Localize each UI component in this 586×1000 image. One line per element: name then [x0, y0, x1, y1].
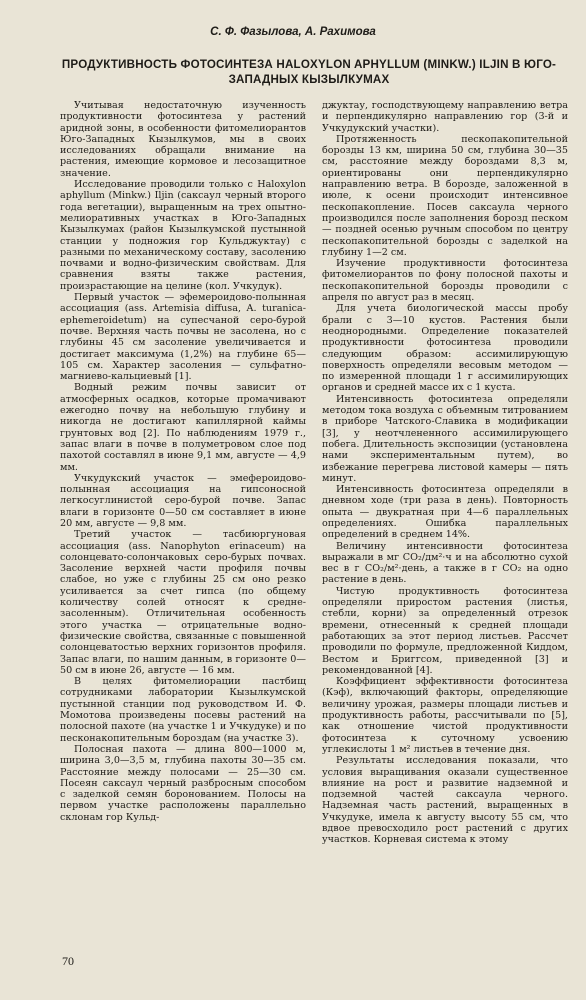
paragraph: джуктау, господствующему направлению ветра и перпендикулярно направлению гор (3-й и Учкудукский участки).	[322, 100, 568, 134]
paragraph: Водный режим почвы зависит от атмосферных осадков, которые промачивают ежегодно почву на небольшую глубину и никогда не достигают капиллярной каймы грунтовых вод [2]. По наблюдениям 1979 г., запас влаги в почве в полуметровом слое под пахотой составлял в июне 9,1 мм, августе — 4,9 мм.	[60, 382, 306, 473]
paragraph: Величину интенсивности фотосинтеза выражали в мг CO₂/дм²·ч и на абсолютно сухой вес в г CO₂/м²·день, а также в г CO₂ на одно растение в день.	[322, 540, 568, 586]
paragraph: В целях фитомелиорации пастбищ сотрудниками лаборатории Кызылкумской пустынной станции под руководством И. Ф. Момотова произведены посевы растений на полосной пахоте (на участке 1 и Учкудуке) и по песконакопительным бороздам (на участке 3).	[60, 676, 306, 744]
paragraph: Учитывая недостаточную изученность продуктивности фотосинтеза у растений аридной зоны, в особенности фитомелиорантов Юго-Западных Кызылкумов, мы в своих исследованиях обращали внимание на растения, имеющие кормовое и лесозащитное значение.	[60, 100, 306, 179]
paragraph: Результаты исследования показали, что условия выращивания оказали существенное влияние на рост и развитие надземной и подземной частей саксаула черного. Надземная часть растений, выращенных в Учкудуке, имела к августу высоту 55 см, что вдвое превосходило рост растений с других участков. Корневая система к этому	[322, 755, 568, 846]
paragraph: Чистую продуктивность фотосинтеза определяли приростом растения (листья, стебли, корни) за определенный отрезок времени, отнесенный к средней площади работающих за этот период листьев. Рассчет проводили по формуле, предложенной Киддом, Вестом и Бриггсом, приведенной [3] и рекомендованной [4].	[322, 585, 568, 676]
paragraph: Интенсивность фотосинтеза определяли методом тока воздуха с объемным титрованием в приборе Чатского-Славика в модификации [3], у неотчлененного ассимилирующего побега. Длительность экспозиции (установлена нами экспериментальным путем), во избежание перегрева листовой камеры — пять минут.	[322, 393, 568, 484]
paragraph: Протяженность пескопакопительной борозды 13 км, ширина 50 см, глубина 30—35 см, расстояние между бороздами 8,3 м, ориентированы они перпендикулярно направлению ветра. В борозде, заложенной в июле, к осени происходит интенсивное пескопакопление. Посев саксаула черного производился после заполнения борозд песком — поздней осенью ручным способом по центру пескопакопительной борозды с заделкой на глубину 1—2 см.	[322, 133, 568, 258]
left-column	[60, 100, 306, 978]
paragraph: Изучение продуктивности фотосинтеза фитомелиорантов по фону полосной пахоты и пескопакопительной борозды проводили с апреля по август раз в месяц.	[322, 258, 568, 304]
paragraph: Третий участок — тасбиюргуновая ассоциация (ass. Nanophyton erinaceum) на солонцевато-солончаковых серо-бурых почвах. Засоление верхней части профиля почвы слабое, но уже с глубины 25 см оно резко усиливается за счет гипса (по общему количеству солей относят к средне-засоленным). Отличительная особенность этого участка — отрицательные водно-физические свойства, связанные с повышенной солонцеватостью верхних горизонтов профиля. Запас влаги, по нашим данным, в горизонте 0—50 см в июне 26, августе — 16 мм.	[60, 529, 306, 676]
paragraph: Учкудукский участок — эмефероидово-полынная ассоциация на гипсоносной легкосуглинистой серо-бурой почве. Запас влаги в горизонте 0—50 см составляет в июне 20 мм, августе — 9,8 мм.	[60, 472, 306, 529]
page-number: 70	[62, 954, 74, 968]
article-title: ПРОДУКТИВНОСТЬ ФОТОСИНТЕЗА HALOXYLON APHYLLUM (MINKW.) ILJIN В ЮГО-ЗАПАДНЫХ КЫЗЫЛКУМАХ	[61, 58, 557, 86]
paragraph: Для учета биологической массы пробу брали с 3—10 кустов. Растения были неоднородными. Определение показателей продуктивности фотосинтеза проводили следующим образом: ассимилирующую поверхность определяли весовым методом — по измеренной площади 1 г ассимилирующих органов и средней массе их с 1 куста.	[322, 303, 568, 394]
paragraph: Коэффициент эффективности фотосинтеза (Кэф), включающий факторы, определяющие величину урожая, размеры площади листьев и продуктивность работы, рассчитывали по [5], как отношение чистой продуктивности фотосинтеза к суточному усвоению углекислоты 1 м² листьев в течение дня.	[322, 676, 568, 755]
paragraph: Первый участок — эфемероидово-полынная ассоциация (ass. Artemisia diffusa, A. turanica-ephemeroidetum) на супесчаной серо-бурой почве. Верхняя часть почвы не засолена, но с глубины 45 см засоление увеличивается и достигает максимума (1,2%) на глубине 65—105 см. Характер засоления — сульфатно-магниево-кальциевый [1].	[60, 292, 306, 383]
paragraph: Исследование проводили только с Haloxylon aphyllum (Minkw.) Iljin (саксаул черный второго года вегетации), выращенным на трех опытно-мелиоративных участках в Юго-Западных Кызылкумах (район Кызылкумской пустынной станции у подножия гор Кульджуктау) с разными по механическому составу, засолению почвами и водно-физическим свойствам. Для сравнения взяты также растения, произрастающие на целине (кол. Учкудук).	[60, 179, 306, 292]
article-body	[60, 100, 568, 978]
paragraph: Полосная пахота — длина 800—1000 м, ширина 3,0—3,5 м, глубина пахоты 30—35 см. Расстояние между полосами — 25—30 см. Посеян саксаул черный разбросным способом с заделкой семян боронованием. Полосы на первом участке расположены параллельно склонам гор Кульд-	[60, 743, 306, 823]
right-column	[322, 100, 568, 978]
article-authors: С. Ф. Фазылова, А. Рахимова	[210, 26, 376, 38]
paragraph: Интенсивность фотосинтеза определяли в дневном ходе (три раза в день). Повторность опыта — двукратная при 4—6 параллельных определениях. Ошибка параллельных определений в среднем 14%.	[322, 484, 568, 541]
